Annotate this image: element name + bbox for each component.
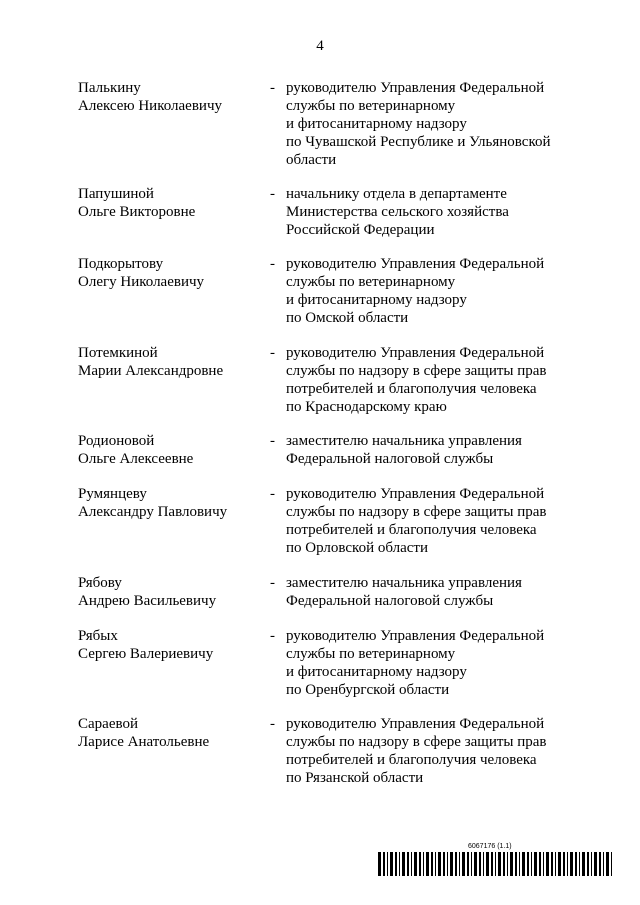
barcode-label: 6067176 (1.1) (468, 843, 512, 850)
appointee-name (78, 185, 268, 221)
barcode-bar (399, 852, 400, 876)
barcode-bar (558, 852, 561, 876)
barcode-bar (594, 852, 597, 876)
appointee-position (286, 79, 578, 169)
barcode-bar (587, 852, 589, 876)
barcode-bar (531, 852, 532, 876)
appointee-entry (78, 185, 578, 239)
barcode-bar (611, 852, 612, 876)
barcode-bar (563, 852, 565, 876)
barcode-bar (599, 852, 601, 876)
barcode-bar (411, 852, 412, 876)
appointee-entry (78, 574, 578, 610)
dash-separator: - (270, 433, 275, 449)
name-line: Папушиной (78, 186, 154, 202)
page-number: 4 (316, 38, 324, 54)
barcode-bar (522, 852, 525, 876)
barcode-bar (491, 852, 493, 876)
position-line: области (286, 152, 337, 168)
appointee-entry (78, 432, 578, 468)
appointee-position (286, 432, 578, 468)
position-line: заместителю начальника управления (286, 433, 522, 449)
dash-separator: - (270, 345, 275, 361)
appointee-entry (78, 627, 578, 699)
appointee-name (78, 574, 268, 610)
position-line: по Краснодарскому краю (286, 399, 447, 415)
position-line: руководителю Управления Федеральной (286, 486, 545, 502)
barcode-bar (591, 852, 592, 876)
position-line: руководителю Управления Федеральной (286, 716, 545, 732)
position-line: потребителей и благополучия человека (286, 522, 537, 538)
barcode-bar (534, 852, 537, 876)
position-line: службы по ветеринарному (286, 98, 456, 114)
barcode-bar (383, 852, 385, 876)
barcode-bar (555, 852, 556, 876)
barcode-bar (486, 852, 489, 876)
position-line: службы по ветеринарному (286, 646, 456, 662)
barcode-bar (378, 852, 381, 876)
position-line: руководителю Управления Федеральной (286, 628, 545, 644)
appointee-entry (78, 715, 578, 787)
position-line: руководителю Управления Федеральной (286, 80, 545, 96)
dash-separator: - (270, 256, 275, 272)
barcode-bar (438, 852, 441, 876)
appointee-entry (78, 255, 578, 327)
name-line: Марии Александровне (78, 363, 224, 379)
position-line: по Орловской области (286, 540, 428, 556)
name-line: Алексею Николаевичу (78, 98, 222, 114)
barcode-bar (462, 852, 465, 876)
name-line: Сараевой (78, 716, 138, 732)
dash-separator: - (270, 486, 275, 502)
dash-separator: - (270, 186, 275, 202)
position-line: Министерства сельского хозяйства (286, 204, 509, 220)
appointee-name (78, 485, 268, 521)
barcode-bar (407, 852, 409, 876)
barcode-bar (510, 852, 513, 876)
barcode-bar (546, 852, 549, 876)
name-line: Андрею Васильевичу (78, 593, 217, 609)
barcode-bar (395, 852, 397, 876)
position-line: службы по надзору в сфере защиты прав (286, 734, 547, 750)
barcode-bar (390, 852, 393, 876)
appointee-position (286, 344, 578, 416)
barcode-bar (402, 852, 405, 876)
dash-separator: - (270, 80, 275, 96)
name-line: Родионовой (78, 433, 155, 449)
barcode-bar (435, 852, 436, 876)
dash-separator: - (270, 575, 275, 591)
barcode-bar (419, 852, 421, 876)
appointee-name (78, 627, 268, 663)
barcode-bar (570, 852, 573, 876)
name-line: Потемкиной (78, 345, 158, 361)
appointee-position (286, 485, 578, 557)
barcode-bar (423, 852, 424, 876)
barcode-bar (515, 852, 517, 876)
name-line: Ольге Викторовне (78, 204, 196, 220)
appointee-position (286, 627, 578, 699)
name-line: Рябову (78, 575, 122, 591)
barcode-bar (606, 852, 609, 876)
barcode-bar (527, 852, 529, 876)
barcode-bar (459, 852, 460, 876)
barcode-bar (426, 852, 429, 876)
name-line: Подкорытову (78, 256, 164, 272)
name-line: Рябых (78, 628, 118, 644)
position-line: Российской Федерации (286, 222, 435, 238)
position-line: по Оренбургской области (286, 682, 450, 698)
position-line: руководителю Управления Федеральной (286, 345, 545, 361)
position-line: потребителей и благополучия человека (286, 381, 537, 397)
name-line: Сергею Валериевичу (78, 646, 214, 662)
position-line: и фитосанитарному надзору (286, 292, 467, 308)
barcode-bar (551, 852, 553, 876)
barcode-bar (519, 852, 520, 876)
position-line: по Омской области (286, 310, 409, 326)
dash-separator: - (270, 628, 275, 644)
name-line: Ларисе Анатольевне (78, 734, 210, 750)
appointee-position (286, 185, 578, 239)
appointee-name (78, 715, 268, 751)
barcode-bar (579, 852, 580, 876)
position-line: и фитосанитарному надзору (286, 664, 467, 680)
appointee-name (78, 255, 268, 291)
appointee-position (286, 574, 578, 610)
barcode-bar (443, 852, 445, 876)
name-line: Ольге Алексеевне (78, 451, 194, 467)
barcode-bar (483, 852, 484, 876)
appointee-position (286, 715, 578, 787)
barcode-bar (414, 852, 417, 876)
position-line: службы по надзору в сфере защиты прав (286, 363, 547, 379)
name-line: Румянцеву (78, 486, 147, 502)
barcode-bar (455, 852, 457, 876)
barcode-bar (567, 852, 568, 876)
position-line: по Рязанской области (286, 770, 424, 786)
barcode-bar (603, 852, 604, 876)
position-line: по Чувашской Республике и Ульяновской (286, 134, 551, 150)
barcode-bar (495, 852, 496, 876)
barcode-bar (450, 852, 453, 876)
barcode-icon (378, 852, 612, 876)
barcode-block (378, 843, 612, 883)
appointee-list (78, 79, 578, 787)
barcode-bar (479, 852, 481, 876)
barcode-bar (471, 852, 472, 876)
position-line: потребителей и благополучия человека (286, 752, 537, 768)
barcode-bar (507, 852, 508, 876)
barcode-bar (539, 852, 541, 876)
barcode-bar (447, 852, 448, 876)
barcode-bar (582, 852, 585, 876)
appointee-entry (78, 485, 578, 557)
position-line: службы по ветеринарному (286, 274, 456, 290)
barcode-bar (503, 852, 505, 876)
barcode-bar (575, 852, 577, 876)
name-line: Палькину (78, 80, 141, 96)
position-line: начальнику отдела в департаменте (286, 186, 507, 202)
appointee-name (78, 79, 268, 115)
position-line: и фитосанитарному надзору (286, 116, 467, 132)
appointee-name (78, 344, 268, 380)
appointee-position (286, 255, 578, 327)
dash-separator: - (270, 716, 275, 732)
position-line: Федеральной налоговой службы (286, 451, 494, 467)
barcode-bar (543, 852, 544, 876)
barcode-bar (387, 852, 388, 876)
barcode-bar (467, 852, 469, 876)
barcode-bar (498, 852, 501, 876)
position-line: руководителю Управления Федеральной (286, 256, 545, 272)
appointee-name (78, 432, 268, 468)
name-line: Александру Павловичу (78, 504, 228, 520)
position-line: заместителю начальника управления (286, 575, 522, 591)
position-line: Федеральной налоговой службы (286, 593, 494, 609)
appointee-entry (78, 344, 578, 416)
position-line: службы по надзору в сфере защиты прав (286, 504, 547, 520)
appointee-entry (78, 79, 578, 169)
barcode-bar (431, 852, 433, 876)
name-line: Олегу Николаевичу (78, 274, 205, 290)
barcode-bar (474, 852, 477, 876)
